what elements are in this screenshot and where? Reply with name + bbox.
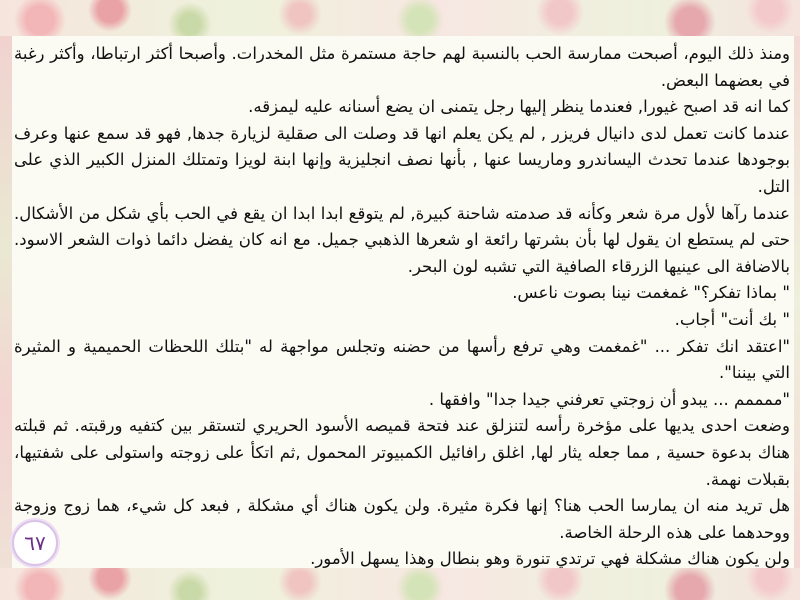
page-body-text [14, 41, 790, 567]
paragraph: وضعت احدى يديها على مؤخرة رأسه لتنزلق عند فتحة قميصه الأسود الحريري لتستقر بين كتفيه ورقبته. ثم قبلته هناك بدعوة حسية , مما جعله يثار لها, اغلق رافائيل الكمبيوتر المحمول ,ثم اتكأ على زوجته واستولى على شفتيها، بقبلات نهمة. [14, 416, 790, 489]
paragraph: هل تريد منه ان يمارسا الحب هنا؟ إنها فكرة مثيرة. ولن يكون هناك أي مشكلة , فبعد كل شيء، هما زوج وزوجة ووحدهما على هذه الرحلة الخاصة. [14, 496, 790, 542]
paragraph: "ممممم ... يبدو أن زوجتي تعرفني جيدا جدا" وافقها . [428, 389, 790, 409]
paragraph: عندما كانت تعمل لدى دانيال فريزر , لم يكن يعلم انها قد وصلت الى صقلية لزيارة جدها, فهو قد سمع عنها وعرف بوجودها عندما تحدث اليساندرو وماريسا عنها , بأنها نصف انجليزية وإنها ابنة لويزا وتمتلك المنزل الكبير الذي على التل. [14, 123, 790, 196]
paragraph: عندما رآها لأول مرة شعر وكأنه قد صدمته شاحنة كبيرة, لم يتوقع ابدا ابدا ان يقع في الحب بأي شكل من الأشكال. حتى لم يستطع ان يقول لها بأن بشرتها رائعة او شعرها الذهبي جميل. مع انه كان يفضل دائما ذوات الشعر الاسود. بالاضافة الى عينيها الزرقاء الصافية التي تشبه لون البحر. [14, 203, 790, 276]
paragraph: كما انه قد اصبح غيورا, فعندما ينظر إليها رجل يتمنى ان يضع أسنانه عليه ليمزقه. [248, 97, 790, 117]
page-number-badge: ٦٧ [12, 520, 58, 566]
floral-border-top [0, 0, 800, 36]
floral-border-bottom [0, 568, 800, 600]
paragraph: " بماذا تفكر؟" غمغمت نينا بصوت ناعس. [512, 283, 790, 303]
paragraph: ومنذ ذلك اليوم، أصبحت ممارسة الحب بالنسبة لهم حاجة مستمرة مثل المخدرات. وأصبحا أكثر ارتباطا، وأكثر رغبة في بعضهما البعض. [14, 44, 790, 90]
floral-border-right [794, 36, 800, 568]
floral-border-left [0, 36, 12, 568]
paragraph: " بك أنت" أجاب. [674, 309, 790, 329]
paragraph: ولن يكون هناك مشكلة فهي ترتدي تنورة وهو بنطال وهذا يسهل الأمور. [310, 549, 790, 569]
paragraph: "اعتقد انك تفكر ... "غمغمت وهي ترفع رأسها من حضنه وتجلس مواجهة له "بتلك اللحظات الحميمية و المثيرة التي بيننا". [14, 336, 790, 383]
